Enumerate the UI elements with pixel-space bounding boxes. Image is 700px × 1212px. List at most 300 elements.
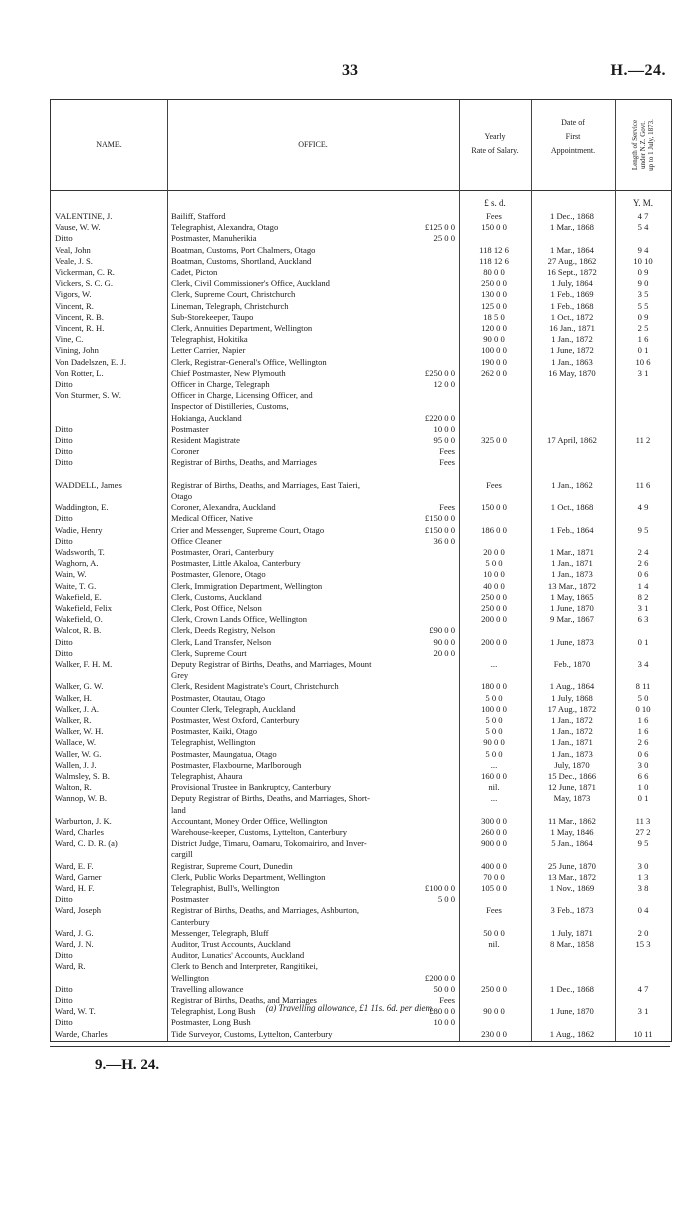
cell-sal: 5 0 0 — [485, 715, 503, 725]
cell-name: Walker, J. A. — [55, 703, 100, 714]
cell-amt: £200 0 0 — [424, 972, 455, 983]
cell-name: Ward, J. N. — [55, 939, 94, 949]
cell-date: 1 June, 1872 — [550, 345, 594, 356]
cell-amt: 95 0 0 — [433, 435, 455, 445]
cell-name: Von Dadelszen, E. J. — [55, 356, 126, 367]
cell-sal: ... — [490, 659, 498, 669]
cell-date: 1 Dec., 1868 — [550, 983, 594, 994]
cell-name: Wadie, Henry — [55, 524, 103, 535]
header-service-line3: up to 1 July, 1873. — [647, 119, 655, 171]
cell-name: Waghorn, A. — [55, 558, 99, 569]
cell-sal: 10 0 0 — [483, 569, 505, 580]
cell-office: Resident Magistrate — [171, 435, 240, 445]
footnote: (a) Travelling allowance, £1 11s. 6d. per diem. — [265, 1003, 435, 1013]
cell-office: Clerk, Immigration Department, Wellington — [171, 580, 323, 591]
cell-svc: 2 0 — [637, 927, 649, 938]
cell-amt: Fees — [439, 446, 455, 457]
cell-name: Walker, G. W. — [55, 681, 104, 692]
cell-sal: 180 0 0 — [481, 681, 507, 692]
cell-name: VALENTINE, J. — [55, 211, 113, 221]
cell-date: 1 Nov., 1869 — [549, 883, 595, 893]
cell-svc: 11 6 — [635, 479, 651, 490]
cell-office: Accountant, Money Order Office, Wellington — [171, 815, 328, 826]
cell-office: Postmaster, Long Bush — [171, 1017, 251, 1028]
cell-office: Chief Postmaster, New Plymouth — [171, 367, 286, 378]
cell-svc: 6 6 — [637, 771, 649, 781]
cell-name: Vigors, W. — [55, 289, 92, 300]
table-row — [51, 568, 671, 580]
table-row — [51, 736, 671, 748]
cell-sal: 20 0 0 — [483, 547, 505, 557]
cell-date: 1 May, 1865 — [550, 591, 594, 602]
cell-office: Clerk, Crown Lands Office, Wellington — [171, 614, 307, 625]
cell-svc: 5 4 — [637, 222, 649, 233]
cell-office: Registrar of Births, Deaths, and Marriages — [171, 457, 317, 468]
table-row — [51, 288, 671, 300]
table-row — [51, 400, 671, 412]
cell-name: Wain, W. — [55, 569, 87, 580]
cell-name: Ditto — [55, 995, 73, 1005]
cell-amt: Fees — [439, 502, 455, 513]
cell-sal: 105 0 0 — [481, 883, 507, 893]
cell-sal: 200 0 0 — [481, 614, 507, 625]
cell-sal: 5 0 0 — [485, 692, 503, 703]
cell-sal: 150 0 0 — [481, 502, 507, 513]
cell-office: Registrar of Births, Deaths, and Marriages — [171, 995, 317, 1005]
cell-svc: 2 4 — [637, 547, 649, 557]
cell-sal: 5 0 0 — [485, 726, 503, 737]
table-row — [51, 826, 671, 838]
cell-office: Postmaster, Kaiki, Otago — [171, 726, 258, 737]
cell-amt: 25 0 0 — [433, 233, 455, 244]
cell-date: 1 Aug., 1862 — [549, 1028, 595, 1039]
cell-amt: 36 0 0 — [433, 535, 455, 546]
cell-sal: 250 0 0 — [481, 603, 507, 613]
cell-office: Sub-Storekeeper, Taupo — [171, 311, 254, 322]
cell-svc: 1 6 — [637, 715, 649, 725]
cell-office: Warehouse-keeper, Customs, Lyttelton, Canterbury — [171, 827, 348, 837]
header-service — [615, 100, 671, 190]
cell-sal: 400 0 0 — [481, 860, 507, 871]
cell-name: Ditto — [55, 950, 73, 961]
cell-sal: ... — [490, 759, 498, 770]
header-date-line3: Appointment. — [550, 146, 596, 155]
cell-svc: 2 6 — [637, 737, 649, 748]
cell-office: Office Cleaner — [171, 535, 222, 546]
cell-office: Postmaster, Otautau, Otago — [171, 692, 266, 703]
cell-date: 1 Feb., 1864 — [550, 524, 594, 535]
cell-name: Vickerman, C. R. — [55, 267, 115, 277]
cell-name: Ditto — [55, 423, 73, 434]
table-row — [51, 468, 671, 480]
table-row — [51, 658, 671, 670]
cell-date: 1 Jan., 1863 — [551, 356, 593, 367]
cell-date: 1 Mar., 1868 — [550, 222, 594, 233]
cell-svc: 1 4 — [637, 580, 649, 591]
cell-amt: Fees — [439, 995, 455, 1005]
table-row — [51, 680, 671, 692]
cell-name: Vincent, R. H. — [55, 323, 105, 333]
cell-amt: £90 0 0 — [429, 625, 455, 636]
cell-office: Clerk to Bench and Interpreter, Rangitikei, — [171, 961, 318, 972]
cell-name: Ward, J. G. — [55, 927, 94, 938]
cell-name: Ditto — [55, 379, 73, 389]
cell-svc: 5 5 — [637, 300, 649, 311]
cell-svc: 8 11 — [635, 681, 651, 692]
cell-sal: 160 0 0 — [481, 771, 507, 781]
cell-office: Clerk, Post Office, Nelson — [171, 603, 262, 613]
cell-svc: 1 6 — [637, 726, 649, 737]
cell-date: 16 Jan., 1871 — [549, 323, 595, 333]
cell-svc: 3 4 — [637, 659, 649, 669]
cell-office: Grey — [171, 670, 189, 681]
cell-office: Telegraphist, Bull's, Wellington — [171, 883, 280, 893]
cell-amt: £150 0 0 — [424, 513, 455, 524]
cell-svc: 3 0 — [637, 759, 649, 770]
cell-date: July, 1870 — [554, 759, 590, 770]
cell-name: Ward, E. F. — [55, 860, 94, 871]
table-row — [51, 300, 671, 312]
cell-office: Officer in Charge, Telegraph — [171, 379, 270, 389]
header-office: OFFICE. — [298, 140, 328, 149]
cell-office: Telegraphist, Hokitika — [171, 334, 248, 345]
cell-date: 1 Oct., 1872 — [550, 311, 594, 322]
cell-office: Postmaster, Flaxbourne, Marlborough — [171, 759, 302, 770]
cell-sal: 250 0 0 — [481, 278, 507, 289]
cell-name: Von Rotter, L. — [55, 367, 104, 378]
cell-amt: Fees — [439, 457, 455, 468]
cell-date: 1 June, 1870 — [550, 1006, 594, 1017]
cell-sal: 90 0 0 — [483, 737, 505, 748]
cell-office: Registrar of Births, Deaths, and Marriages, Ashburton, — [171, 905, 360, 916]
footer-rule — [50, 1046, 670, 1047]
cell-office: Cadet, Picton — [171, 267, 218, 277]
table-row — [51, 412, 671, 424]
salary-table — [50, 99, 672, 1042]
cell-sal: Fees — [486, 479, 502, 490]
cell-date: 16 May, 1870 — [548, 367, 596, 378]
header-salary — [459, 130, 531, 158]
cell-svc: 1 3 — [637, 871, 649, 882]
cell-sal: 325 0 0 — [481, 435, 507, 445]
table-row — [51, 456, 671, 468]
cell-office: Telegraphist, Ahaura — [171, 771, 243, 781]
table-row — [51, 949, 671, 961]
cell-sal: 150 0 0 — [481, 222, 507, 233]
cell-name: Ditto — [55, 983, 73, 994]
cell-office: Postmaster — [171, 894, 209, 905]
table-row — [51, 960, 671, 972]
cell-date: 3 Feb., 1873 — [550, 905, 594, 916]
table-row — [51, 232, 671, 244]
cell-date: 1 Feb., 1869 — [550, 289, 594, 300]
cell-office: Telegraphist, Wellington — [171, 737, 256, 748]
cell-svc: 6 3 — [637, 614, 649, 625]
cell-office: Postmaster, Manuherikia — [171, 233, 257, 244]
cell-name: Ward, Garner — [55, 871, 102, 882]
cell-name: Wadsworth, T. — [55, 547, 105, 557]
cell-svc: 5 0 — [637, 692, 649, 703]
table-row — [51, 490, 671, 502]
cell-date: 1 July, 1871 — [551, 927, 593, 938]
cell-sal: 90 0 0 — [483, 1006, 505, 1017]
cell-date: 13 Mar., 1872 — [547, 871, 597, 882]
header-service-line1: Length of Service — [631, 119, 639, 171]
cell-svc: 0 9 — [637, 311, 649, 322]
cell-name: Warburton, J. K. — [55, 815, 112, 826]
cell-svc: 3 5 — [637, 289, 649, 300]
cell-name: Ditto — [55, 636, 73, 647]
table-row — [51, 860, 671, 872]
cell-name: Walmsley, S. B. — [55, 771, 110, 781]
table-row — [51, 624, 671, 636]
cell-date: 8 Mar., 1858 — [550, 939, 594, 949]
cell-name: Walker, R. — [55, 715, 92, 725]
cell-svc: 0 6 — [637, 569, 649, 580]
cell-office: cargill — [171, 849, 193, 860]
cell-office: Clerk, Supreme Court — [171, 647, 247, 658]
cell-date: 1 July, 1864 — [551, 278, 593, 289]
cell-sal: 130 0 0 — [481, 289, 507, 300]
table-row — [51, 344, 671, 356]
cell-office: Clerk, Deeds Registry, Nelson — [171, 625, 276, 636]
cell-svc: 0 4 — [637, 905, 649, 916]
cell-sal: 125 0 0 — [481, 300, 507, 311]
cell-name: Walker, W. H. — [55, 726, 104, 737]
cell-amt: 12 0 0 — [433, 379, 455, 389]
cell-sal: 18 5 0 — [483, 311, 505, 322]
cell-office: Messenger, Telegraph, Bluff — [171, 927, 269, 938]
cell-sal: 262 0 0 — [481, 367, 507, 378]
table-row — [51, 1028, 671, 1040]
cell-sal: 900 0 0 — [481, 838, 507, 849]
cell-office: Medical Officer, Native — [171, 513, 253, 524]
cell-office: Inspector of Distilleries, Customs, — [171, 401, 289, 412]
cell-date: 15 Dec., 1866 — [547, 771, 597, 781]
header-salary-line2: Rate of Salary. — [471, 146, 519, 155]
cell-name: Wakefield, E. — [55, 591, 102, 602]
cell-office: Boatman, Customs, Shortland, Auckland — [171, 255, 312, 266]
header-date — [531, 116, 615, 158]
cell-date: 12 June, 1871 — [548, 782, 596, 793]
cell-date: 1 Jan., 1872 — [551, 726, 593, 737]
cell-svc: 1 6 — [637, 334, 649, 345]
cell-amt: 10 0 0 — [433, 423, 455, 434]
table-row — [51, 378, 671, 390]
cell-sal: 5 0 0 — [485, 558, 503, 569]
table-row — [51, 916, 671, 928]
cell-sal: 50 0 0 — [483, 927, 505, 938]
table-row — [51, 501, 671, 513]
table-row — [51, 221, 671, 233]
cell-office: Clerk, Resident Magistrate's Court, Christchurch — [171, 681, 339, 692]
table-row — [51, 434, 671, 446]
cell-svc: 0 1 — [637, 636, 649, 647]
cell-office: Postmaster, Orari, Canterbury — [171, 547, 274, 557]
cell-date: 1 Feb., 1868 — [550, 300, 594, 311]
table-row — [51, 692, 671, 704]
cell-amt: 5 0 0 — [437, 894, 455, 905]
cell-name: Ward, Charles — [55, 827, 104, 837]
cell-date: 25 June, 1870 — [548, 860, 596, 871]
cell-sal: 120 0 0 — [481, 323, 507, 333]
table-row — [51, 759, 671, 771]
cell-date: 13 Mar., 1872 — [547, 580, 597, 591]
table-row — [51, 512, 671, 524]
cell-date: 1 July, 1868 — [551, 692, 593, 703]
table-row — [51, 333, 671, 345]
cell-amt: 50 0 0 — [433, 983, 455, 994]
cell-name: Wakefield, O. — [55, 614, 103, 625]
cell-svc: 3 1 — [637, 603, 649, 613]
cell-name: Veale, J. S. — [55, 255, 93, 266]
cell-office: Clerk, Civil Commissioner's Office, Auckland — [171, 278, 330, 289]
cell-svc: 10 11 — [633, 1028, 653, 1039]
service-units: Y. M. — [632, 198, 654, 208]
cell-svc: 9 0 — [637, 278, 649, 289]
cell-date: 1 Jan., 1871 — [551, 558, 593, 569]
cell-office: Registrar of Births, Deaths, and Marriages, East Taieri, — [171, 479, 360, 490]
cell-svc: 11 2 — [635, 435, 651, 445]
cell-name: Ditto — [55, 233, 73, 244]
cell-date: 1 June, 1873 — [550, 636, 594, 647]
cell-name: Ditto — [55, 647, 73, 658]
table-row — [51, 322, 671, 334]
cell-date: 17 April, 1862 — [547, 435, 597, 445]
table-row — [51, 356, 671, 368]
cell-date: 11 Mar., 1862 — [548, 815, 596, 826]
cell-name: Waddington, E. — [55, 502, 109, 513]
table-row — [51, 591, 671, 603]
cell-office: Coroner, Alexandra, Auckland — [171, 502, 276, 513]
cell-office: Wellington — [171, 972, 209, 983]
cell-office: Clerk, Annuities Department, Wellington — [171, 323, 313, 333]
cell-sal: 230 0 0 — [481, 1028, 507, 1039]
page-number: 33 — [342, 62, 358, 79]
cell-name: Ditto — [55, 894, 73, 905]
table-row — [51, 815, 671, 827]
table-row — [51, 893, 671, 905]
cell-date: 16 Sept., 1872 — [547, 267, 597, 277]
cell-amt: 90 0 0 — [433, 636, 455, 647]
cell-name: WADDELL, James — [55, 479, 122, 490]
table-row — [51, 725, 671, 737]
cell-office: Bailiff, Stafford — [171, 211, 226, 221]
cell-sal: nil. — [488, 939, 500, 949]
table-row — [51, 535, 671, 547]
table-row — [51, 277, 671, 289]
table-row — [51, 367, 671, 379]
cell-office: Registrar, Supreme Court, Dunedin — [171, 860, 293, 871]
cell-name: Vincent, R. — [55, 300, 94, 311]
cell-svc: 10 6 — [635, 356, 651, 367]
cell-name: Wallen, J. J. — [55, 759, 97, 770]
cell-date: 9 Mar., 1867 — [550, 614, 594, 625]
cell-office: Letter Carrier, Napier — [171, 345, 246, 356]
cell-date: 1 Jan., 1862 — [551, 479, 593, 490]
cell-sal: 186 0 0 — [481, 524, 507, 535]
cell-name: Vickers, S. C. G. — [55, 278, 113, 289]
table-row — [51, 546, 671, 558]
document-reference: H.—24. — [610, 62, 666, 79]
cell-office: Otago — [171, 491, 193, 501]
cell-svc: 8 2 — [637, 591, 649, 602]
cell-name: Ditto — [55, 1017, 73, 1028]
table-row — [51, 703, 671, 715]
cell-office: Clerk, Land Transfer, Nelson — [171, 636, 272, 647]
cell-svc: 11 3 — [635, 815, 651, 826]
table-row — [51, 1016, 671, 1028]
cell-amt: £125 0 0 — [424, 222, 455, 233]
cell-amt: £80 0 0 — [429, 1006, 455, 1017]
table-row — [51, 837, 671, 849]
cell-date: Feb., 1870 — [553, 659, 591, 669]
cell-office: Postmaster, West Oxford, Canterbury — [171, 715, 300, 725]
cell-name: Walton, R. — [55, 782, 92, 793]
cell-date: 1 May, 1846 — [550, 827, 594, 837]
cell-name: Walker, F. H. M. — [55, 659, 113, 669]
cell-svc: 27 2 — [635, 827, 651, 837]
cell-office: Lineman, Telegraph, Christchurch — [171, 300, 289, 311]
table-row — [51, 804, 671, 816]
cell-date: 1 Dec., 1868 — [550, 211, 594, 221]
cell-name: Ward, Joseph — [55, 905, 102, 916]
cell-office: District Judge, Timaru, Oamaru, Tokomairiro, and Inver- — [171, 838, 367, 849]
table-row — [51, 613, 671, 625]
header-salary-line1: Yearly — [484, 132, 506, 141]
cell-office: Auditor, Lunatics' Accounts, Auckland — [171, 950, 305, 961]
cell-date: 1 Aug., 1864 — [549, 681, 595, 692]
cell-name: Waite, T. G. — [55, 580, 97, 591]
cell-date: 1 Oct., 1868 — [550, 502, 594, 513]
cell-name: Ward, W. T. — [55, 1006, 96, 1017]
cell-sal: 80 0 0 — [483, 267, 505, 277]
cell-name: Wakefield, Felix — [55, 603, 113, 613]
cell-date: 17 Aug., 1872 — [547, 703, 597, 714]
table-row — [51, 748, 671, 760]
cell-office: Clerk, Supreme Court, Christchurch — [171, 289, 296, 300]
cell-svc: 3 0 — [637, 860, 649, 871]
table-row — [51, 423, 671, 435]
cell-svc: 15 3 — [635, 939, 651, 949]
printer-signature: 9.—H. 24. — [95, 1057, 160, 1073]
cell-date: 1 Mar., 1871 — [550, 547, 594, 557]
table-row — [51, 904, 671, 916]
cell-office: land — [171, 804, 186, 815]
cell-name: Von Sturmer, S. W. — [55, 390, 121, 401]
cell-svc: 2 5 — [637, 323, 649, 333]
cell-amt: £220 0 0 — [424, 412, 455, 423]
cell-sal: ... — [490, 793, 498, 804]
cell-svc: 9 4 — [637, 244, 649, 255]
cell-name: Walcot, R. B. — [55, 625, 102, 636]
table-row — [51, 266, 671, 278]
table-row — [51, 871, 671, 883]
cell-office: Telegraphist, Long Bush — [171, 1006, 256, 1017]
cell-name: Veal, John — [55, 244, 91, 255]
cell-name: Ditto — [55, 457, 73, 468]
cell-svc: 1 0 — [637, 782, 649, 793]
cell-amt: 10 0 0 — [433, 1017, 455, 1028]
table-row — [51, 389, 671, 401]
cell-office: Hokianga, Auckland — [171, 412, 242, 423]
cell-sal: nil. — [488, 782, 500, 793]
cell-sal: 250 0 0 — [481, 983, 507, 994]
cell-name: Ward, R. — [55, 961, 86, 972]
table-row — [51, 445, 671, 457]
cell-svc: 0 9 — [637, 267, 649, 277]
table-row — [51, 792, 671, 804]
